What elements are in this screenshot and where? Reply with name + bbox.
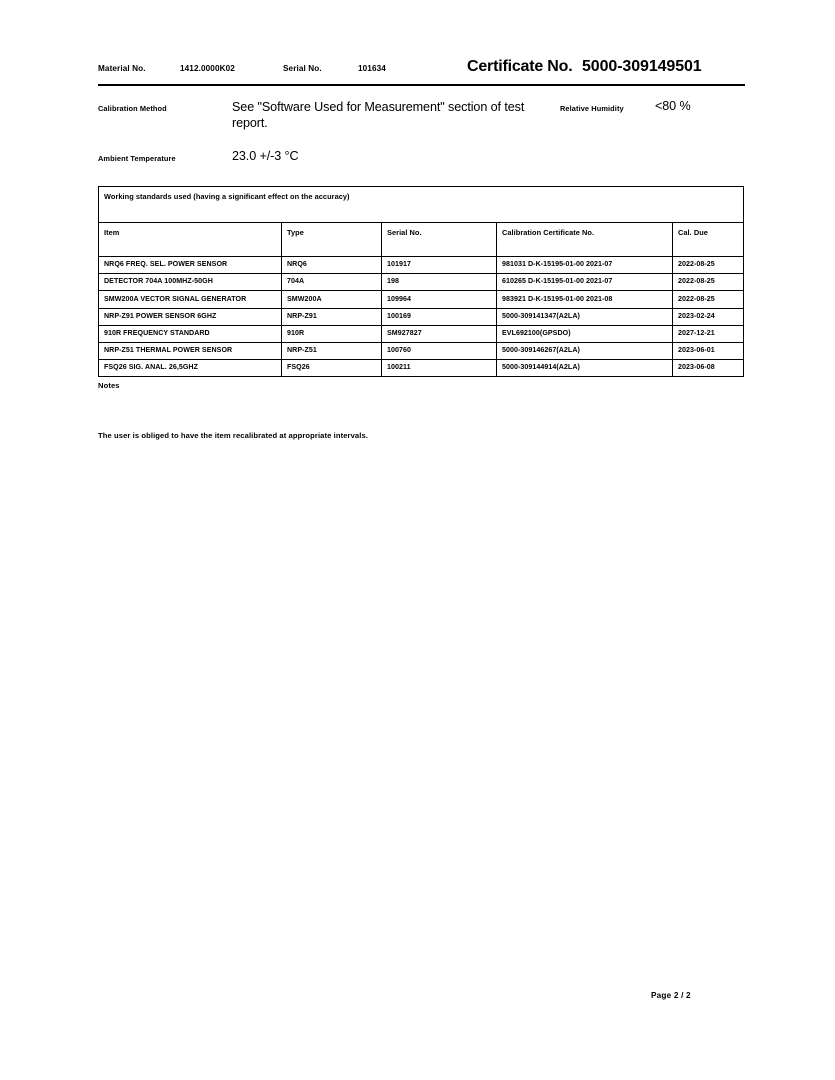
- certificate-number-label: Certificate No.: [467, 58, 573, 75]
- column-header-type: Type: [282, 223, 382, 257]
- cell-certificate-no: 610265 D-K-15195-01-00 2021-07: [497, 274, 673, 291]
- cell-serial-no: 100211: [382, 360, 497, 377]
- relative-humidity-value: <80 %: [655, 99, 691, 113]
- ambient-temperature-value: 23.0 +/-3 °C: [232, 149, 299, 163]
- relative-humidity-label: Relative Humidity: [560, 104, 624, 113]
- table-row: [99, 342, 744, 359]
- serial-number-label: Serial No.: [283, 64, 322, 73]
- cell-certificate-no: 5000-309146267(A2LA): [497, 342, 673, 359]
- cell-serial-no: 101917: [382, 257, 497, 274]
- cell-certificate-no: 5000-309144914(A2LA): [497, 360, 673, 377]
- cell-type: NRP-Z51: [282, 342, 382, 359]
- calibration-method-value: See "Software Used for Measurement" section of test report.: [232, 100, 525, 130]
- table-row: [99, 325, 744, 342]
- material-number-value: 1412.0000K02: [180, 64, 235, 73]
- cell-serial-no: 198: [382, 274, 497, 291]
- cell-type: 704A: [282, 274, 382, 291]
- table-row: [99, 257, 744, 274]
- table-header-row: [99, 223, 744, 257]
- cell-certificate-no: 983921 D-K-15195-01-00 2021-08: [497, 291, 673, 308]
- table-row: [99, 308, 744, 325]
- table-row: [99, 360, 744, 377]
- notes-text: The user is obliged to have the item recalibrated at appropriate intervals.: [98, 431, 368, 440]
- working-standards-caption: Working standards used (having a significant effect on the accuracy): [99, 187, 744, 223]
- cell-serial-no: 109964: [382, 291, 497, 308]
- column-header-item: Item: [99, 223, 282, 257]
- cell-type: SMW200A: [282, 291, 382, 308]
- cell-cal-due: 2023-06-01: [673, 342, 744, 359]
- column-header-cal-due: Cal. Due: [673, 223, 744, 257]
- table-row: [99, 274, 744, 291]
- cell-cal-due: 2022-08-25: [673, 291, 744, 308]
- cell-serial-no: 100169: [382, 308, 497, 325]
- ambient-temperature-label: Ambient Temperature: [98, 154, 176, 163]
- cell-item: NRQ6 FREQ. SEL. POWER SENSOR: [99, 257, 282, 274]
- working-standards-table: [98, 186, 744, 377]
- cell-item: DETECTOR 704A 100MHZ-50GH: [99, 274, 282, 291]
- cell-cal-due: 2023-06-08: [673, 360, 744, 377]
- cell-cal-due: 2023-02-24: [673, 308, 744, 325]
- column-header-serial-no: Serial No.: [382, 223, 497, 257]
- cell-type: NRP-Z91: [282, 308, 382, 325]
- table-caption-row: [99, 187, 744, 223]
- material-number-label: Material No.: [98, 64, 146, 73]
- document-header: [98, 58, 745, 82]
- cell-certificate-no: 981031 D-K-15195-01-00 2021-07: [497, 257, 673, 274]
- header-divider: [98, 84, 745, 86]
- cell-type: 910R: [282, 325, 382, 342]
- notes-title: Notes: [98, 381, 120, 390]
- cell-cal-due: 2022-08-25: [673, 257, 744, 274]
- cell-item: FSQ26 SIG. ANAL. 26,5GHZ: [99, 360, 282, 377]
- cell-serial-no: 100760: [382, 342, 497, 359]
- cell-item: NRP-Z91 POWER SENSOR 6GHZ: [99, 308, 282, 325]
- cell-cal-due: 2027-12-21: [673, 325, 744, 342]
- cell-item: SMW200A VECTOR SIGNAL GENERATOR: [99, 291, 282, 308]
- column-header-calibration-certificate-no: Calibration Certificate No.: [497, 223, 673, 257]
- cell-certificate-no: 5000-309141347(A2LA): [497, 308, 673, 325]
- cell-item: NRP-Z51 THERMAL POWER SENSOR: [99, 342, 282, 359]
- page-indicator: Page 2 / 2: [651, 991, 691, 1000]
- table-row: [99, 291, 744, 308]
- cell-cal-due: 2022-08-25: [673, 274, 744, 291]
- calibration-method-label: Calibration Method: [98, 104, 167, 113]
- cell-certificate-no: EVL692100(GPSDO): [497, 325, 673, 342]
- cell-serial-no: SM927827: [382, 325, 497, 342]
- cell-type: FSQ26: [282, 360, 382, 377]
- cell-item: 910R FREQUENCY STANDARD: [99, 325, 282, 342]
- cell-type: NRQ6: [282, 257, 382, 274]
- certificate-number-value: 5000-309149501: [582, 58, 702, 75]
- serial-number-value: 101634: [358, 64, 386, 73]
